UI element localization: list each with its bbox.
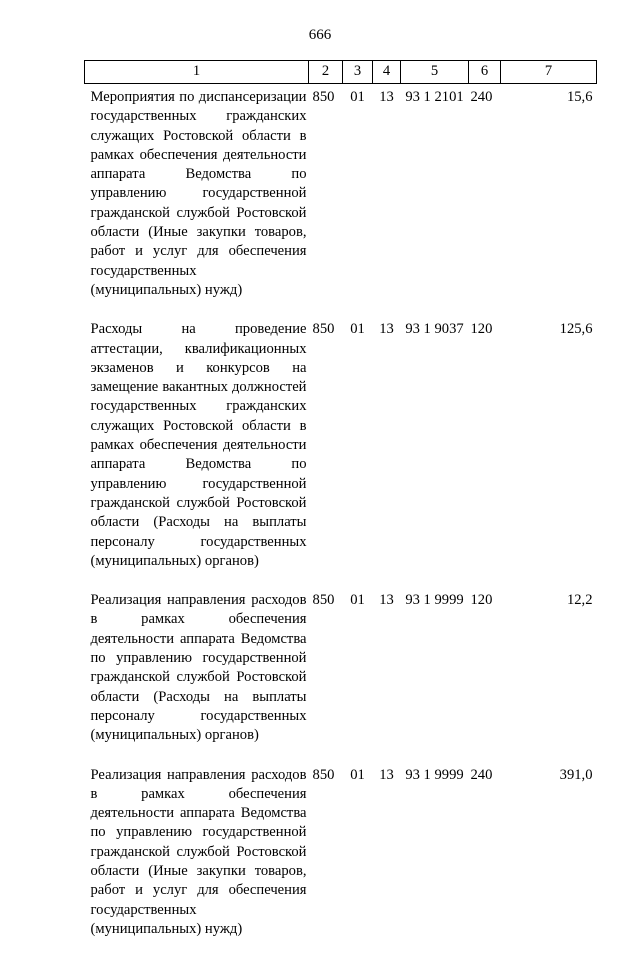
cell-col6: 240	[469, 84, 501, 317]
cell-col5: 93 1 9999	[401, 587, 469, 761]
cell-col7: 15,6	[501, 84, 597, 317]
cell-col3: 01	[343, 587, 373, 761]
row-description: Мероприятия по диспансеризации государственных гражданских служащих Ростовской области в рамках обеспечения деятельности аппарата Ведомства по управлению государственной гражданской службой Ростовской области (Иные закупки товаров, работ и услуг для обеспечения государственных (муниципальных) нужд)	[85, 84, 309, 317]
header-cell: 2	[309, 61, 343, 84]
header-cell: 4	[373, 61, 401, 84]
cell-col4: 13	[373, 316, 401, 587]
header-cell: 7	[501, 61, 597, 84]
row-description: Реализация направления расходов в рамках обеспечения деятельности аппарата Ведомства по управлению государственной гражданской службой Ростовской области (Расходы на выплаты персоналу государственных (муниципальных) органов)	[85, 587, 309, 761]
table-row	[85, 84, 597, 317]
cell-col7: 125,6	[501, 316, 597, 587]
cell-col4: 13	[373, 587, 401, 761]
cell-col2: 850	[309, 316, 343, 587]
header-cell: 3	[343, 61, 373, 84]
row-description: Расходы на проведение аттестации, квалификационных экзаменов и конкурсов на замещение вакантных должностей государственных гражданских служащих Ростовской области в рамках обеспечения деятельности аппарата Ведомства по управлению государственной гражданской службой Ростовской области (Расходы на выплаты персоналу государственных (муниципальных) органов)	[85, 316, 309, 587]
table-row	[85, 762, 597, 955]
row-description: Реализация направления расходов в рамках обеспечения деятельности аппарата Ведомства по управлению государственной гражданской службой Ростовской области (Иные закупки товаров, работ и услуг для обеспечения государственных (муниципальных) нужд)	[85, 762, 309, 955]
page-number: 666	[0, 27, 640, 44]
cell-col2: 850	[309, 762, 343, 955]
cell-col3: 01	[343, 84, 373, 317]
cell-col6: 240	[469, 762, 501, 955]
budget-table	[84, 60, 597, 955]
table-row	[85, 587, 597, 761]
cell-col5: 93 1 9999	[401, 762, 469, 955]
cell-col7: 391,0	[501, 762, 597, 955]
cell-col5: 93 1 2101	[401, 84, 469, 317]
cell-col3: 01	[343, 316, 373, 587]
header-cell: 5	[401, 61, 469, 84]
cell-col7: 12,2	[501, 587, 597, 761]
header-cell: 6	[469, 61, 501, 84]
cell-col3: 01	[343, 762, 373, 955]
cell-col2: 850	[309, 84, 343, 317]
header-cell: 1	[85, 61, 309, 84]
cell-col6: 120	[469, 316, 501, 587]
cell-col5: 93 1 9037	[401, 316, 469, 587]
table-row	[85, 316, 597, 587]
cell-col4: 13	[373, 84, 401, 317]
cell-col2: 850	[309, 587, 343, 761]
cell-col4: 13	[373, 762, 401, 955]
cell-col6: 120	[469, 587, 501, 761]
header-row	[85, 61, 597, 84]
